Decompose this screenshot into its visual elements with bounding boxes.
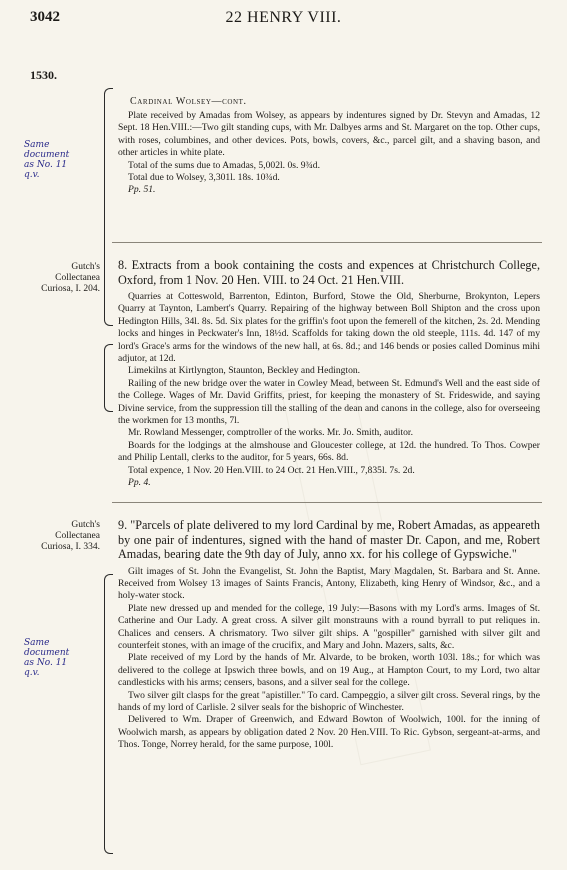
margin-bracket-1 — [104, 88, 113, 326]
margin-note-gutch-1: Gutch's Collectanea Curiosa, I. 204. — [41, 262, 100, 294]
paragraph: Delivered to Wm. Draper of Greenwich, and Edward Bowton of Woolwich, 100l. for the inning of Woolwich marsh, as appears by obligation dated 2 Nov. 20 Hen.VIII. To Ric. Gybson, sergeant-at-arms, and Thos. Tonge, Norrey herald, for the same purpose, 100l. — [118, 714, 540, 751]
paragraph: Gilt images of St. John the Evangelist, St. John the Baptist, Mary Magdalen, St. Barbara and St. Anne. Received from Wolsey 13 images of Saints Francis, Antony, Elizabeth, king Henry of Windsor, &c., and a holy-water stock. — [118, 565, 540, 602]
year-label: 1530. — [30, 68, 57, 82]
paragraph: Limekilns at Kirtlyngton, Staunton, Beckley and Hedington. — [128, 365, 361, 377]
section-extracts-christchurch — [118, 258, 540, 490]
section-cardinal-wolsey — [118, 96, 540, 197]
paragraph: Plate received of my Lord by the hands of Mr. Alvarde, to be broken, worth 103l. 18s.; for which was delivered to the college at Ipswich three bowls, and on 19 Aug., at Hampton Court, to my Lord, two altar candlesticks with his arms; censers, basons, and a silver seal for the college. — [118, 652, 540, 689]
pages-note: Pp. 4. — [128, 477, 151, 489]
paragraph: Total of the sums due to Amadas, 5,002l. 0s. 9¾d. — [128, 159, 320, 171]
margin-note-handwritten-1: Same document as No. 11 q.v. — [24, 140, 70, 180]
margin-note-handwritten-2: Same document as No. 11 q.v. — [24, 638, 70, 678]
section-parcels-of-plate — [118, 518, 540, 752]
margin-bracket-3 — [104, 574, 113, 854]
paragraph: Railing of the new bridge over the water in Cowley Mead, between St. Edmund's Well and the east side of the College. Wages of Mr. David Griffits, priest, for keeping the monastery of St. Frideswide, and saying Divine service, from the suppression till the stalling of the dean and canons in the college, also for overseeing the workmen for 13 months, 7l. — [118, 377, 540, 427]
entry-title: 9. "Parcels of plate delivered to my lord Cardinal by me, Robert Amadas, as appeareth by one pair of indentures, signed with the hand of master Dr. Capon, and me, Robert Amadas, bearing date the 9th day of July, anno xx. for his college of Gypswiche." — [118, 518, 540, 561]
paragraph: Plate received by Amadas from Wolsey, as appears by indentures signed by Dr. Stevyn and Amadas, 12 Sept. 18 Hen.VIII.:—Two gilt standing cups, with Mr. Dalbyes arms and St. Margaret on the top. Other cups, with roses, columbines, and other devices. Pots, bowls, covers, &c., parcel gilt, and a shaving bason, and other articles in white plate. — [118, 110, 540, 159]
paragraph: Boards for the lodgings at the almshouse and Gloucester college, at 12d. the hundred. To Thos. Cowper and Philip Lentall, clerks to the auditor, for 5 years, 66s. 8d. — [118, 439, 540, 464]
paragraph: Plate new dressed up and mended for the college, 19 July:—Basons with my Lord's arms. Images of St. Catherine and Our Lady. A great cross. A silver gilt monstrauns with a round byrrall to put reliques in. Chalices and censers. A chrismatory. Two silver gilt ships. A "gospiller" garnished with silver gilt and counterfeit stones, with an image of the crucifix, and Mary and John. Mazers, salts, &c. — [118, 602, 540, 651]
divider — [112, 242, 542, 243]
paragraph: Two silver gilt clasps for the great "apistiller." To card. Campeggio, a silver gilt cross. Several rings, by the hands of my lord of Carlisle. 2 silver seals for the bishopric of Winchester. — [118, 689, 540, 713]
paragraph: Total expence, 1 Nov. 20 Hen.VIII. to 24 Oct. 21 Hen.VIII., 7,835l. 7s. 2d. — [128, 464, 415, 476]
margin-note-gutch-2: Gutch's Collectanea Curiosa, I. 334. — [41, 520, 100, 552]
paragraph: Mr. Rowland Messenger, comptroller of the works. Mr. Jo. Smith, auditor. — [128, 427, 414, 439]
pages-note: Pp. 51. — [128, 184, 156, 196]
paragraph: Quarries at Cotteswold, Barrenton, Edinton, Burford, Stowe the Old, Sherburne, Brokynton, Lepers Quarry at Taynton, Lambert's Quarry. Repairing of the highway between Boll Shipton and the cross upon Hedington Hills, 34l. 8s. 5d. Six plates for the griffin's foot upon the femerell of the kitchen, 2s. 2d. Mending locks and hinges in Peckwater's Inn, 18½d. Scaffolds for taking down the old steeple, 111s. 4d. 147 of my lord's Grace's arms for the windows of the new hall, at 6s. 8d.; and 146 bends or posies called Dominus mihi adjutor, at 12d. — [118, 291, 540, 365]
paragraph: Total due to Wolsey, 3,301l. 18s. 10¾d. — [128, 172, 280, 184]
entry-title: 8. Extracts from a book containing the costs and expences at Christchurch College, Oxford, from 1 Nov. 20 Hen. VIII. to 24 Oct. 21 Hen.VIII. — [118, 258, 540, 287]
section-heading: Cardinal Wolsey—cont. — [130, 96, 247, 107]
divider — [112, 502, 542, 503]
running-header: 22 HENRY VIII. — [225, 9, 342, 26]
margin-bracket-2 — [104, 344, 113, 412]
page-number: 3042 — [30, 9, 60, 25]
